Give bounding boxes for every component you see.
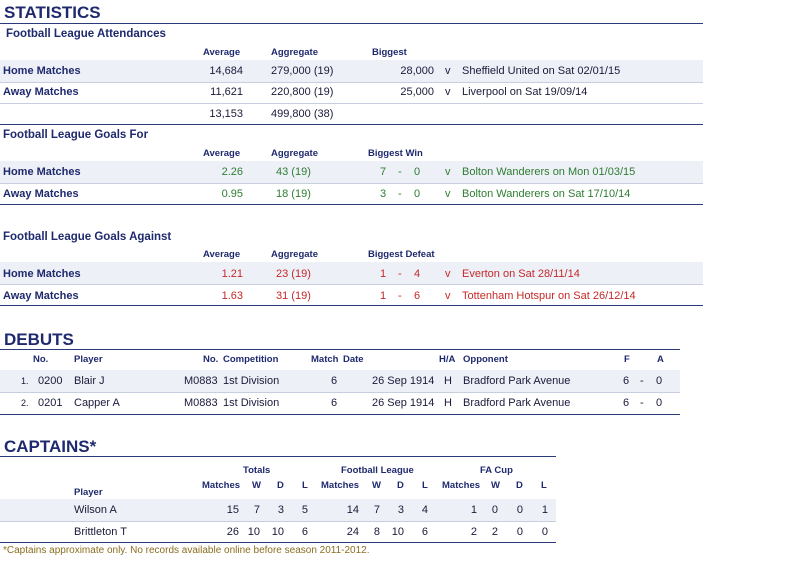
row-label: Home Matches xyxy=(3,268,81,280)
home-away: H xyxy=(444,397,452,409)
league-losses: 6 xyxy=(421,526,428,538)
score-against: 0 xyxy=(656,375,663,387)
divider xyxy=(0,204,703,205)
biggest-win-opponent: Bolton Wanderers on Sat 17/10/14 xyxy=(462,188,631,200)
col-header-match-no: No. xyxy=(203,354,219,365)
league-draws: 10 xyxy=(391,526,404,538)
league-matches: 14 xyxy=(346,504,359,516)
league-wins: 7 xyxy=(373,504,380,516)
total-average: 13,153 xyxy=(209,108,243,120)
match-number: 6 xyxy=(331,375,338,387)
total-aggregate: 499,800 (38) xyxy=(271,108,334,120)
row-index: 1. xyxy=(21,376,29,386)
totals-matches: 26 xyxy=(226,526,239,538)
biggest-defeat-opponent: Tottenham Hotspur on Sat 26/12/14 xyxy=(462,290,636,302)
match-date: 26 Sep 1914 xyxy=(372,397,435,409)
biggest-win-for: 7 xyxy=(380,166,387,178)
versus-label: v xyxy=(445,268,451,280)
col-header-biggest-defeat: Biggest Defeat xyxy=(368,249,435,260)
col-header-for: F xyxy=(624,354,630,365)
player-number: 0200 xyxy=(38,375,63,387)
match-code: M0883 xyxy=(184,375,218,387)
col-header-matches: Matches xyxy=(202,480,241,491)
home-conceded-average: 1.21 xyxy=(221,268,243,280)
match-date: 26 Sep 1914 xyxy=(372,375,435,387)
row-label: Home Matches xyxy=(3,166,81,178)
score-dash: - xyxy=(398,188,402,200)
col-header-average: Average xyxy=(203,148,241,159)
score-for: 6 xyxy=(623,375,630,387)
row-label: Away Matches xyxy=(3,290,79,302)
table-row-band xyxy=(0,262,703,284)
divider xyxy=(0,414,680,415)
away-goals-average: 0.95 xyxy=(221,188,243,200)
biggest-defeat-for: 1 xyxy=(380,268,387,280)
competition: 1st Division xyxy=(223,397,280,409)
col-header-d: D xyxy=(277,480,284,491)
home-away: H xyxy=(444,375,452,387)
away-biggest-opponent: Liverpool on Sat 19/09/14 xyxy=(462,86,588,98)
totals-draws: 10 xyxy=(271,526,284,538)
col-header-biggest-win: Biggest Win xyxy=(368,148,423,159)
home-average: 14,684 xyxy=(209,65,243,77)
match-code: M0883 xyxy=(184,397,218,409)
totals-losses: 6 xyxy=(301,526,308,538)
col-header-biggest: Biggest xyxy=(372,47,407,58)
group-header-facup: FA Cup xyxy=(480,465,513,476)
biggest-win-for: 3 xyxy=(380,188,387,200)
home-conceded-aggregate: 23 (19) xyxy=(276,268,311,280)
captains-title: CAPTAINS* xyxy=(4,437,97,456)
score-against: 0 xyxy=(656,397,663,409)
player-number: 0201 xyxy=(38,397,63,409)
biggest-win-against: 0 xyxy=(414,166,421,178)
col-header-against: A xyxy=(657,354,664,365)
totals-wins: 7 xyxy=(253,504,260,516)
col-header-aggregate: Aggregate xyxy=(271,249,318,260)
col-header-aggregate: Aggregate xyxy=(271,148,318,159)
league-matches: 24 xyxy=(346,526,359,538)
col-header-player: Player xyxy=(74,487,103,498)
statistics-title: STATISTICS xyxy=(4,3,101,22)
goals-for-title: Football League Goals For xyxy=(3,129,149,141)
away-conceded-aggregate: 31 (19) xyxy=(276,290,311,302)
facup-wins: 2 xyxy=(491,526,498,538)
row-label: Home Matches xyxy=(3,65,81,77)
goals-against-title: Football League Goals Against xyxy=(3,231,172,243)
col-header-match: Match xyxy=(311,354,339,365)
versus-label: v xyxy=(445,290,451,302)
col-header-w: W xyxy=(491,480,500,491)
col-header-l: L xyxy=(422,480,428,491)
captain-name: Brittleton T xyxy=(74,526,127,538)
group-header-league: Football League xyxy=(341,465,414,476)
divider xyxy=(0,124,703,125)
away-average: 11,621 xyxy=(210,86,243,98)
col-header-w: W xyxy=(252,480,261,491)
away-aggregate: 220,800 (19) xyxy=(271,86,334,98)
facup-losses: 0 xyxy=(541,526,548,538)
divider xyxy=(0,349,680,350)
versus-label: v xyxy=(445,166,451,178)
col-header-w: W xyxy=(372,480,381,491)
biggest-defeat-against: 4 xyxy=(414,268,421,280)
col-header-aggregate: Aggregate xyxy=(271,47,318,58)
totals-draws: 3 xyxy=(277,504,284,516)
biggest-defeat-against: 6 xyxy=(414,290,421,302)
row-divider xyxy=(0,392,680,393)
player-name: Capper A xyxy=(74,397,120,409)
row-divider xyxy=(0,521,556,522)
score-dash: - xyxy=(398,166,402,178)
col-header-matches: Matches xyxy=(442,480,481,491)
col-header-average: Average xyxy=(203,249,241,260)
score-dash: - xyxy=(640,397,644,409)
group-header-totals: Totals xyxy=(243,465,271,476)
league-losses: 4 xyxy=(421,504,428,516)
league-draws: 3 xyxy=(397,504,404,516)
biggest-win-against: 0 xyxy=(414,188,421,200)
row-divider xyxy=(0,82,703,83)
player-name: Blair J xyxy=(74,375,105,387)
col-header-l: L xyxy=(302,480,308,491)
competition: 1st Division xyxy=(223,375,280,387)
totals-losses: 5 xyxy=(301,504,308,516)
score-for: 6 xyxy=(623,397,630,409)
row-label: Away Matches xyxy=(3,86,79,98)
facup-draws: 0 xyxy=(516,526,523,538)
divider xyxy=(0,542,556,543)
away-biggest: 25,000 xyxy=(400,86,434,98)
col-header-opponent: Opponent xyxy=(463,354,508,365)
versus-label: v xyxy=(445,65,451,77)
attendances-title: Football League Attendances xyxy=(6,28,166,40)
col-header-average: Average xyxy=(203,47,241,58)
row-divider xyxy=(0,183,703,184)
home-biggest: 28,000 xyxy=(400,65,434,77)
captains-footnote: *Captains approximate only. No records available online before season 2011-2012. xyxy=(3,545,370,556)
debuts-title: DEBUTS xyxy=(4,330,74,349)
biggest-win-opponent: Bolton Wanderers on Mon 01/03/15 xyxy=(462,166,636,178)
opponent: Bradford Park Avenue xyxy=(463,397,571,409)
facup-wins: 0 xyxy=(491,504,498,516)
col-header-d: D xyxy=(516,480,523,491)
biggest-defeat-opponent: Everton on Sat 28/11/14 xyxy=(462,268,580,280)
totals-wins: 10 xyxy=(247,526,260,538)
row-index: 2. xyxy=(21,398,29,408)
totals-matches: 15 xyxy=(226,504,239,516)
score-dash: - xyxy=(398,290,402,302)
col-header-competition: Competition xyxy=(223,354,279,365)
row-divider xyxy=(0,284,703,285)
opponent: Bradford Park Avenue xyxy=(463,375,571,387)
col-header-l: L xyxy=(541,480,547,491)
divider xyxy=(0,456,556,457)
facup-losses: 1 xyxy=(541,504,548,516)
league-wins: 8 xyxy=(373,526,380,538)
versus-label: v xyxy=(445,86,451,98)
facup-matches: 2 xyxy=(470,526,477,538)
divider xyxy=(0,305,703,306)
col-header-ha: H/A xyxy=(439,354,456,365)
row-label: Away Matches xyxy=(3,188,79,200)
row-divider xyxy=(0,103,703,104)
versus-label: v xyxy=(445,188,451,200)
col-header-d: D xyxy=(397,480,404,491)
col-header-player: Player xyxy=(74,354,103,365)
facup-matches: 1 xyxy=(470,504,477,516)
facup-draws: 0 xyxy=(516,504,523,516)
divider xyxy=(0,23,703,24)
home-aggregate: 279,000 (19) xyxy=(271,65,334,77)
col-header-date: Date xyxy=(343,354,364,365)
home-goals-average: 2.26 xyxy=(221,166,243,178)
match-number: 6 xyxy=(331,397,338,409)
col-header-matches: Matches xyxy=(321,480,360,491)
score-dash: - xyxy=(640,375,644,387)
home-biggest-opponent: Sheffield United on Sat 02/01/15 xyxy=(462,65,621,77)
away-conceded-average: 1.63 xyxy=(221,290,243,302)
score-dash: - xyxy=(398,268,402,280)
captain-name: Wilson A xyxy=(74,504,117,516)
biggest-defeat-for: 1 xyxy=(380,290,387,302)
home-goals-aggregate: 43 (19) xyxy=(276,166,311,178)
col-header-no: No. xyxy=(33,354,49,365)
away-goals-aggregate: 18 (19) xyxy=(276,188,311,200)
